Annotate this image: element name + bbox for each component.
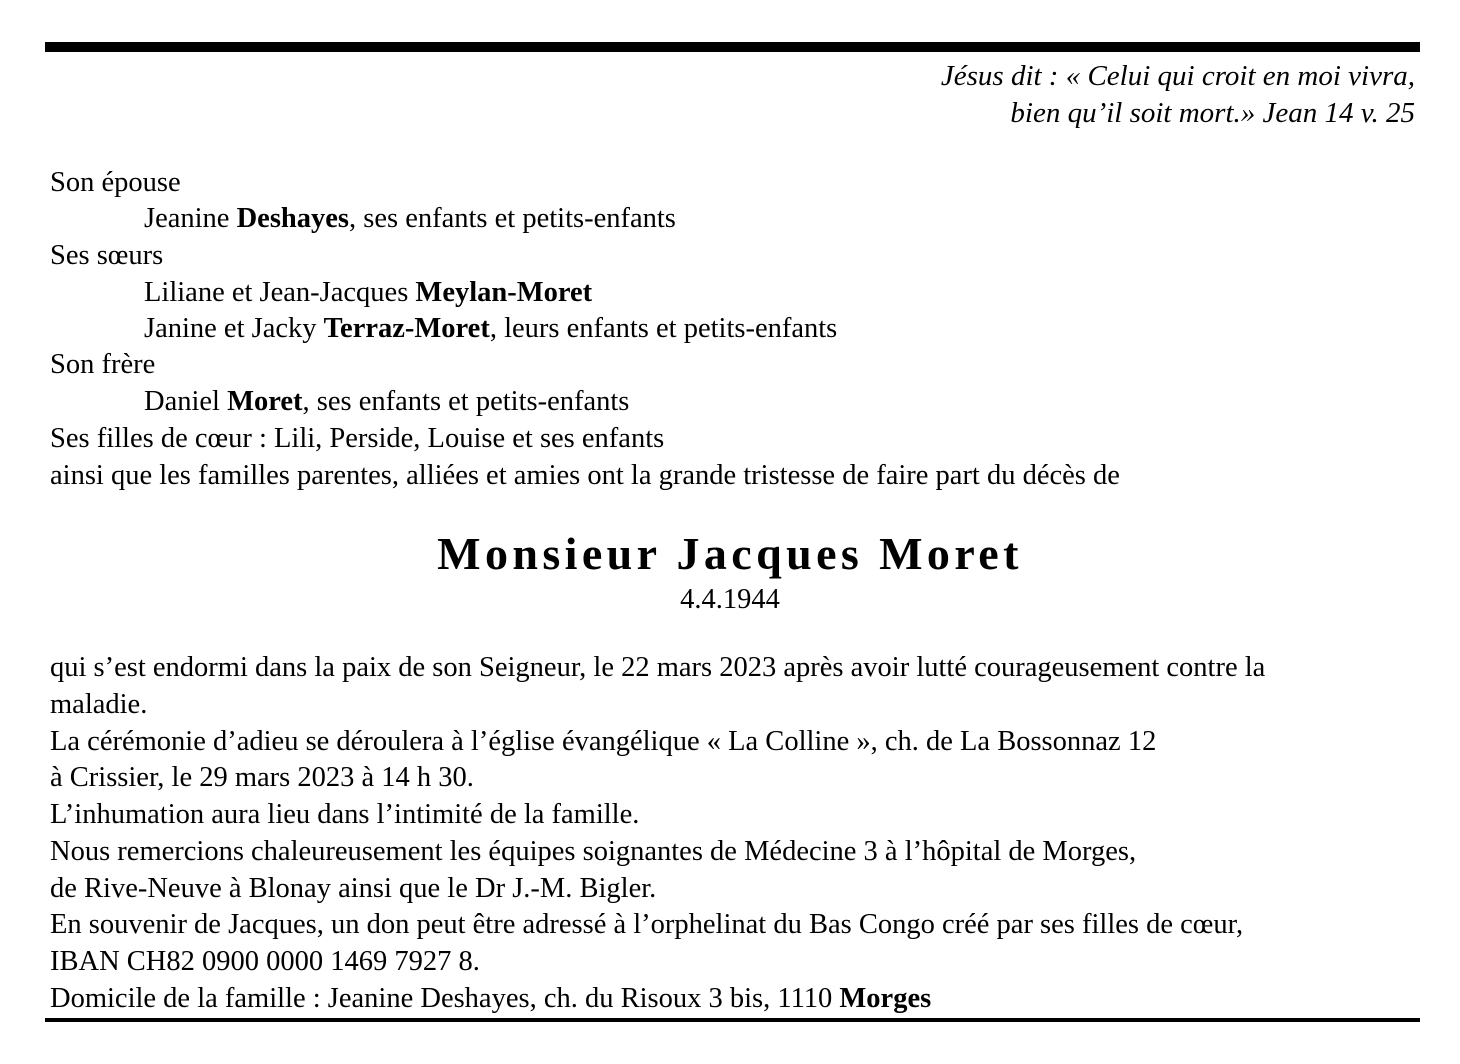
body-line-2: maladie. <box>50 689 148 720</box>
deceased-name: Monsieur Jacques Moret <box>437 528 1023 579</box>
brother-line <box>144 384 629 420</box>
spouse-first-name: Jeanine <box>144 203 237 234</box>
bottom-border-rule <box>45 1018 1420 1022</box>
domicile-line <box>50 981 931 1017</box>
sister-1-last-name: Meylan-Moret <box>415 277 593 308</box>
ceremony-line-2: à Crissier, le 29 mars 2023 à 14 h 30. <box>50 762 474 793</box>
sister-2-last-name: Terraz-Moret <box>323 313 490 344</box>
sister-2-line <box>144 311 837 347</box>
birth-date: 4.4.1944 <box>680 584 780 615</box>
domicile-city: Morges <box>839 983 932 1014</box>
brother-rest: , ses enfants et petits-enfants <box>302 386 630 417</box>
thanks-line-2: de Rive-Neuve à Blonay ainsi que le Dr J.-M. Bigler. <box>50 873 657 904</box>
sister-1-line <box>144 275 592 311</box>
quote-line-2: bien qu’il soit mort.» Jean 14 v. 25 <box>1010 97 1415 129</box>
domicile-address: Domicile de la famille : Jeanine Deshayes, ch. du Risoux 3 bis, 1110 <box>50 983 840 1014</box>
brother-heading: Son frère <box>50 349 156 380</box>
brother-first-name: Daniel <box>144 386 228 417</box>
sister-1-first-names: Liliane et Jean-Jacques <box>144 277 416 308</box>
brother-last-name: Moret <box>227 386 303 417</box>
thanks-line-1: Nous remercions chaleureusement les équipes soignantes de Médecine 3 à l’hôpital de Morges, <box>50 836 1137 867</box>
quote-line-1: Jésus dit : « Celui qui croit en moi vivra, <box>940 60 1415 92</box>
ceremony-line-1: La cérémonie d’adieu se déroulera à l’église évangélique « La Colline », ch. de La Bossonnaz 12 <box>50 726 1157 757</box>
heart-daughters-line: Ses filles de cœur : Lili, Perside, Louise et ses enfants <box>50 423 665 454</box>
spouse-last-name: Deshayes <box>236 203 350 234</box>
spouse-rest: , ses enfants et petits-enfants <box>349 203 676 234</box>
burial-line: L’inhumation aura lieu dans l’intimité de la famille. <box>50 799 640 830</box>
sister-2-rest: , leurs enfants et petits-enfants <box>489 313 838 344</box>
sister-2-first-names: Janine et Jacky <box>144 313 324 344</box>
body-line-1: qui s’est endormi dans la paix de son Seigneur, le 22 mars 2023 après avoir lutté courageusement contre la <box>50 652 1266 683</box>
top-border-rule <box>45 42 1420 52</box>
sisters-heading: Ses sœurs <box>50 240 164 271</box>
spouse-line <box>144 201 676 237</box>
iban-line: IBAN CH82 0900 0000 1469 7927 8. <box>50 946 480 977</box>
bible-quote <box>941 58 1415 132</box>
spouse-heading: Son épouse <box>50 167 181 198</box>
announcement-line: ainsi que les familles parentes, alliées et amies ont la grande tristesse de faire part du décès de <box>50 460 1120 491</box>
donation-line: En souvenir de Jacques, un don peut être adressé à l’orphelinat du Bas Congo créé par ses filles de cœur, <box>50 909 1244 940</box>
